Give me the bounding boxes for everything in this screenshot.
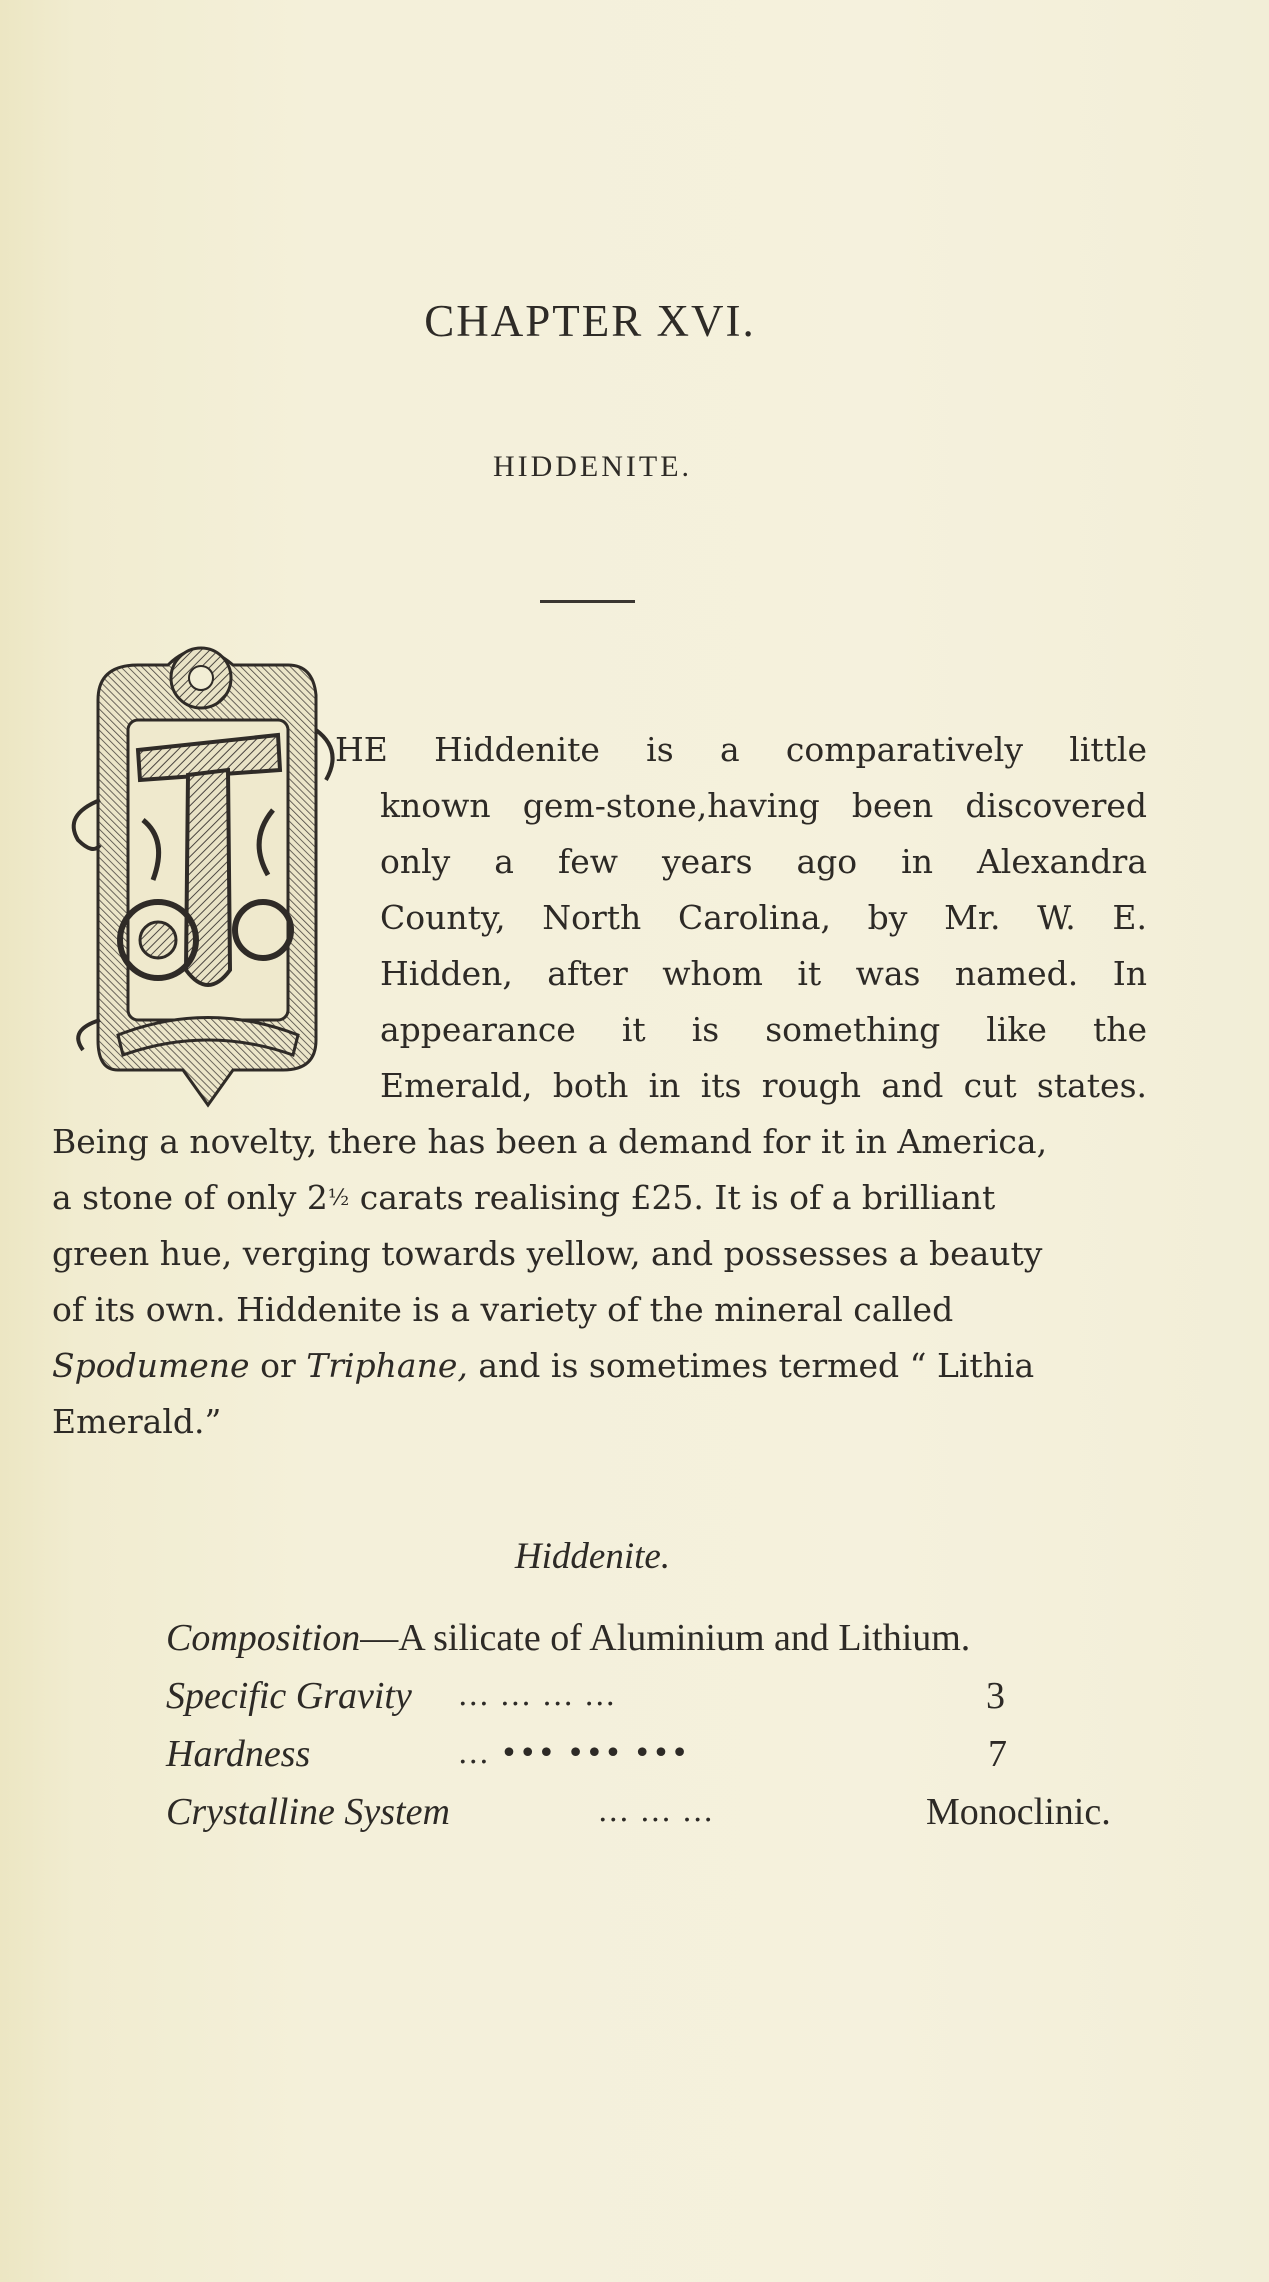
para-line-5: Hidden, after whom it was named. In (380, 954, 1147, 993)
spec-table (166, 1610, 1141, 1842)
para-line-9 (52, 1170, 996, 1226)
spec-label: Specific Gravity (166, 1675, 412, 1717)
para-line-6: appearance it is something like the (380, 1010, 1147, 1049)
spec-value: —A silicate of Aluminium and Lithium. (360, 1617, 971, 1659)
para-line-10: green hue, verging towards yellow, and possesses a beauty (52, 1234, 1043, 1273)
fraction: ½ (327, 1186, 350, 1211)
para-line-8: Being a novelty, there has been a demand for it in America, (52, 1122, 1048, 1161)
text-segment: and is sometimes termed “ Lithia (467, 1346, 1035, 1385)
spec-value: 3 (986, 1675, 1005, 1717)
spec-label: Composition (166, 1617, 361, 1659)
paragraph-indented (335, 722, 1147, 1114)
spec-label: Hardness (166, 1733, 311, 1775)
spec-row-composition (166, 1610, 1141, 1668)
para-line-2: known gem-stone,having been discovered (380, 786, 1147, 825)
spec-row (166, 1668, 1141, 1726)
para-line-12 (52, 1338, 1035, 1394)
title-rule (540, 600, 635, 603)
leader-dots: ... ... ... ... (458, 1678, 617, 1713)
spec-row (166, 1726, 1141, 1784)
para-line-13: Emerald.” (52, 1402, 222, 1441)
ornamental-dropcap-t (58, 640, 338, 1110)
leader-dots: ... ••• ••• ••• (458, 1736, 690, 1771)
para-line-4: County, North Carolina, by Mr. W. E. (380, 898, 1147, 937)
para-line-1: HE Hiddenite is a comparatively little (335, 730, 1147, 769)
table-title: Hiddenite. (514, 1536, 671, 1577)
para-line-3: only a few years ago in Alexandra (380, 842, 1147, 881)
paragraph-full (52, 1114, 1147, 1450)
chapter-heading: CHAPTER XVI. (424, 296, 756, 346)
spec-row (166, 1784, 1141, 1842)
italic-term: Spodumene (52, 1346, 250, 1385)
text-segment: a stone of only 2 (52, 1178, 328, 1217)
spec-value: Monoclinic. (926, 1791, 1111, 1833)
para-line-7: Emerald, both in its rough and cut states. (380, 1066, 1147, 1105)
spec-label: Crystalline System (166, 1791, 450, 1833)
para-line-11: of its own. Hiddenite is a variety of the mineral called (52, 1290, 954, 1329)
chapter-title: HIDDENITE. (492, 450, 693, 483)
italic-term: Triphane, (306, 1346, 468, 1385)
text-segment: or (249, 1346, 307, 1385)
text-segment: carats realising £25. It is of a brilliant (349, 1178, 996, 1217)
spec-value: 7 (988, 1733, 1007, 1775)
leader-dots: ... ... ... (598, 1794, 714, 1829)
